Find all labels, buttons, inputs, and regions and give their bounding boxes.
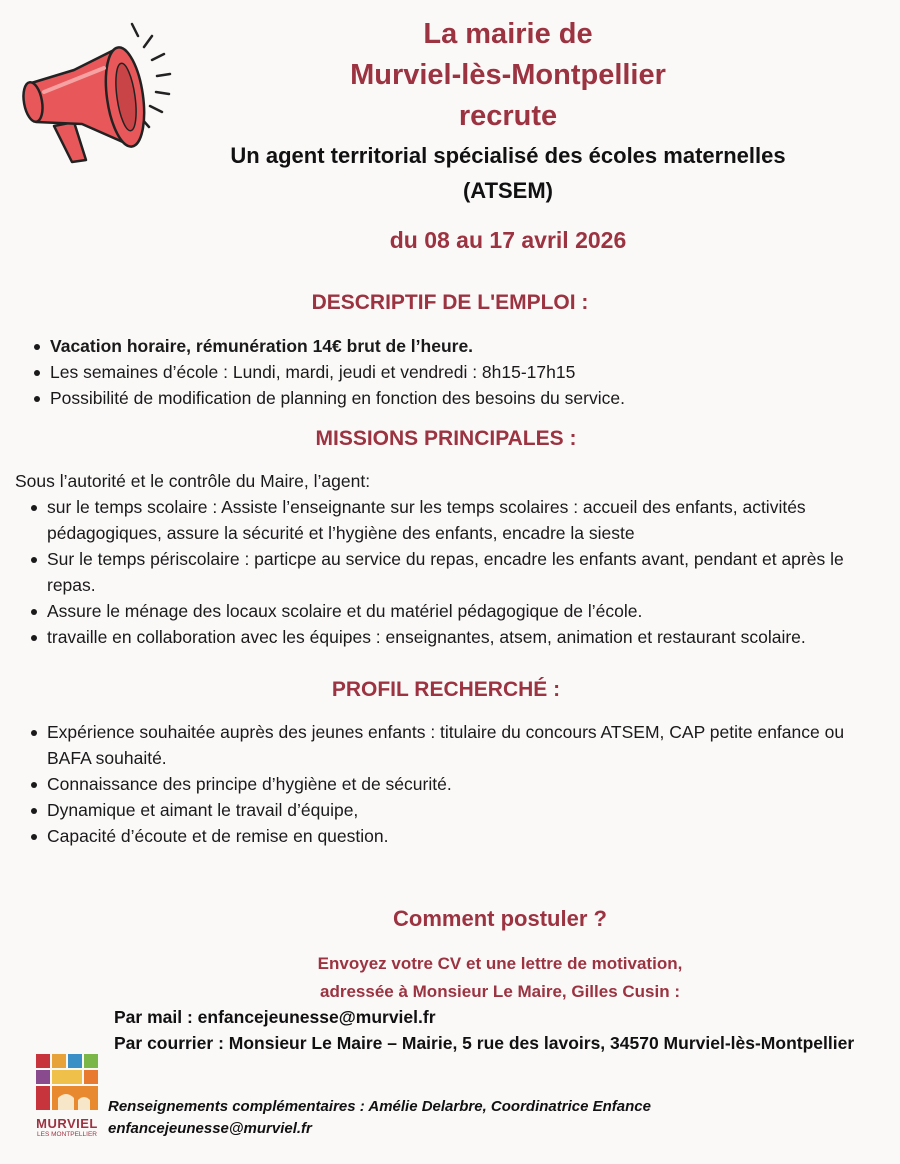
list-item: travaille en collaboration avec les équipes : enseignantes, atsem, animation et restaurant scolaire. xyxy=(29,624,869,650)
list-item: Dynamique et aimant le travail d’équipe, xyxy=(29,797,869,823)
apply-line-2: adressée à Monsieur Le Maire, Gilles Cusin : xyxy=(320,982,680,1001)
list-item: Connaissance des principe d’hygiène et de sécurité. xyxy=(29,771,869,797)
list-item: Vacation horaire, rémunération 14€ brut de l’heure. xyxy=(32,333,872,359)
missions-intro: Sous l’autorité et le contrôle du Maire, l’agent: xyxy=(15,471,371,491)
megaphone-icon xyxy=(14,14,184,174)
logo-name: MURVIEL xyxy=(36,1116,98,1131)
list-item: Possibilité de modification de planning en fonction des besoins du service. xyxy=(32,385,872,411)
apply-line-1: Envoyez votre CV et une lettre de motivation, xyxy=(317,954,683,973)
missions-list xyxy=(29,494,869,650)
list-item: Expérience souhaitée auprès des jeunes enfants : titulaire du concours ATSEM, CAP petite enfance ou BAFA souhaité. xyxy=(29,719,869,771)
apply-mail: Par mail : enfancejeunesse@murviel.fr xyxy=(114,1007,436,1027)
profil-list xyxy=(29,719,869,849)
list-item: Les semaines d’école : Lundi, mardi, jeudi et vendredi : 8h15-17h15 xyxy=(32,359,872,385)
title-line-1: La mairie de xyxy=(423,18,593,50)
profil-heading: PROFIL RECHERCHÉ : xyxy=(331,678,561,701)
title-line-3: recrute xyxy=(458,100,558,132)
descriptif-list xyxy=(32,333,872,411)
list-item: Sur le temps périscolaire : particpe au service du repas, encadre les enfants avant, pendant et après le repas. xyxy=(29,546,869,598)
subtitle-line-1: Un agent territorial spécialisé des écoles maternelles xyxy=(230,143,786,168)
list-item: sur le temps scolaire : Assiste l’enseignante sur les temps scolaires : accueil des enfants, activités pédagogiques, assure la sécurité et l’hygiène des enfants, encadre la sieste xyxy=(29,494,869,546)
title-line-2: Murviel-lès-Montpellier xyxy=(350,59,666,91)
descriptif-heading: DESCRIPTIF DE L'EMPLOI : xyxy=(311,291,589,314)
murviel-logo xyxy=(32,1052,102,1142)
list-item: Assure le ménage des locaux scolaire et du matériel pédagogique de l’école. xyxy=(29,598,869,624)
subtitle-line-2: (ATSEM) xyxy=(462,178,554,203)
logo-mark-icon xyxy=(32,1052,102,1114)
logo-sub: LES MONTPELLIER xyxy=(37,1131,97,1138)
apply-courrier: Par courrier : Monsieur Le Maire – Mairie, 5 rue des lavoirs, 34570 Murviel-lès-Montpellier xyxy=(114,1033,855,1053)
apply-heading: Comment postuler ? xyxy=(393,906,607,931)
footer-line-2: enfancejeunesse@murviel.fr xyxy=(108,1120,312,1137)
dates: du 08 au 17 avril 2026 xyxy=(389,227,627,253)
footer-line-1: Renseignements complémentaires : Amélie Delarbre, Coordinatrice Enfance xyxy=(108,1098,651,1115)
list-item: Capacité d’écoute et de remise en question. xyxy=(29,823,869,849)
missions-heading: MISSIONS PRINCIPALES : xyxy=(315,427,577,450)
